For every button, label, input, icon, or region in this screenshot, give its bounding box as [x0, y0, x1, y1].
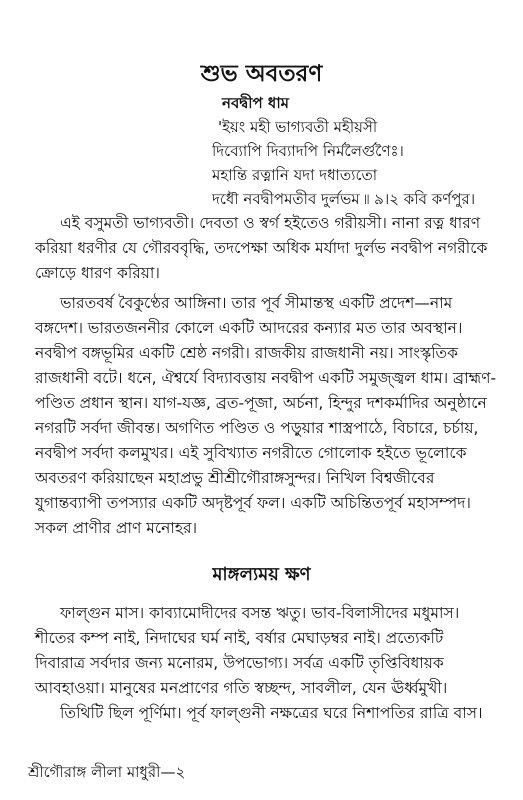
para3-line-2: শীতের কম্প নাই, নিদাঘের ঘর্ম নাই, বর্ষার মেঘাড়ম্বর নাই। প্রত্যেকটি [35, 629, 444, 647]
page-footer: শ্রীগৌরাঙ্গ লীলা মাধুরী—২ [28, 763, 186, 781]
poem-line-3: মহান্তি রত্নানি যদা দধাত্যতো [212, 166, 378, 184]
para1-line-1: এই বসুমতী ভাগ্যবতী। দেবতা ও স্বর্গ হইতেও গরীয়সী। নানা রত্ন ধারণ [60, 214, 481, 232]
para2-line-5: পণ্ডিত প্রধান স্থান। যাগ-যজ্ঞ, ব্রত-পূজা, অর্চনা, হিন্দুর দশকর্মাদির অনুষ্ঠানে [35, 394, 487, 412]
para2-line-7: নবদ্বীপ সর্বদা কলমুখর। এই সুবিখ্যাত নগরীতে গোলোক হইতে ভূলোকে [35, 444, 467, 462]
para3-line-5: তিথিটি ছিল পূর্ণিমা। পূর্ব ফাল্গুনী নক্ষত্রের ঘরে নিশাপতির রাত্রি বাস। [60, 704, 483, 722]
poem-heading: নবদ্বীপ ধাম [222, 94, 289, 112]
para3-line-4: আবহাওয়া। মানুষের মনপ্রাণের গতি স্বচ্ছন্দ, সাবলীল, যেন ঊর্ধ্বমুখী। [35, 679, 448, 697]
para2-line-1: ভারতবর্ষ বৈকুণ্ঠের আঙ্গিনা। তার পূর্ব সীমান্তস্থ একটি প্রদেশ—নাম [60, 294, 453, 312]
para2-line-8: অবতরণ করিয়াছেন মহাপ্রভু শ্রীশ্রীগৌরাঙ্গসুন্দর। নিখিল বিশ্বজীবের [35, 469, 435, 487]
poem-line-2: দিব্যোপি দিব্যাদপি নির্মলৈর্গুণৈঃ। [212, 142, 404, 160]
para3-line-3: দিবারাত্র সর্বদার জন্য মনোরম, উপভোগ্য। সর্বত্র একটি তৃপ্তিবিধায়ক [35, 654, 444, 672]
section-subheading: মাঙ্গল্যময় ক্ষণ [212, 564, 311, 585]
para1-line-2: করিয়া ধরণীর যে গৌরববৃদ্ধি, তদপেক্ষা অধিক মর্যাদা দুর্লভ নবদ্বীপ নগরীকে [35, 239, 488, 257]
para1-line-3: ক্রোড়ে ধারণ করিয়া। [35, 264, 160, 282]
poem-line-4: দধৌ নবদ্বীপমতীব দুর্লভম ৷৷ ৯।২ কবি কর্ণপুর। [212, 190, 476, 208]
para2-line-4: রাজধানী বটে। ধনে, ঐশ্বর্যে বিদ্যাবত্তায় নবদ্বীপ একটি সমুজ্জ্বল ধাম। ব্রাহ্মণ- [35, 369, 497, 387]
para2-line-6: নগরটি সর্বদা জীবন্ত। অগণিত পণ্ডিত ও পড়ুয়ার শাস্ত্রপাঠে, বিচারে, চর্চায়, [35, 419, 479, 437]
para2-line-3: নবদ্বীপ বঙ্গভূমির একটি শ্রেষ্ঠ নগরী। রাজকীয় রাজধানী নয়। সাংস্কৃতিক [35, 344, 459, 362]
chapter-title: শুভ অবতরণ [200, 61, 323, 87]
para2-line-9: যুগান্তব্যাপী তপস্যার একটি অদৃষ্টপূর্ব ফল। একটি অচিন্তিতপূর্ব মহাসম্পদ। [35, 494, 471, 512]
para2-line-2: বঙ্গদেশ। ভারতজননীর কোলে একটি আদরের কন্যার মত তার অবস্থান। [35, 319, 463, 337]
poem-line-1: 'ইয়ং মহী ভাগ্যবতী মহীয়সী [218, 118, 378, 136]
para3-line-1: ফাল্গুন মাস। কাব্যামোদীদের বসন্ত ঋতু। ভাব-বিলাসীদের মধুমাস। [60, 604, 460, 622]
para2-line-10: সকল প্রাণীর প্রাণ মনোহর। [35, 519, 198, 537]
